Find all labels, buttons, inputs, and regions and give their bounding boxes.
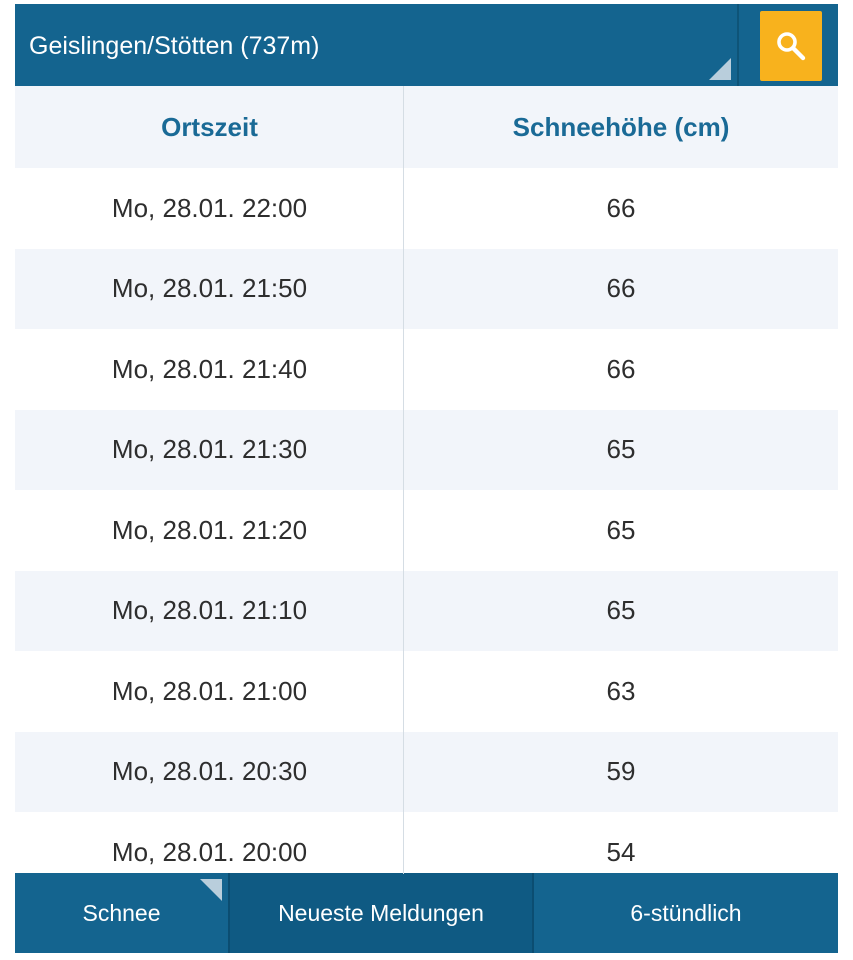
table-row xyxy=(15,571,838,652)
row-snow-depth: 63 xyxy=(606,675,636,706)
row-time: Mo, 28.01. 21:20 xyxy=(111,514,308,545)
row-time: Mo, 28.01. 21:40 xyxy=(111,353,308,384)
table-header-row xyxy=(15,86,838,168)
dropdown-corner-icon xyxy=(200,879,222,901)
station-name: Geislingen/Stötten (737m) xyxy=(29,32,320,60)
row-time: Mo, 28.01. 20:30 xyxy=(111,756,308,787)
row-snow-depth: 66 xyxy=(606,273,636,304)
row-time: Mo, 28.01. 21:30 xyxy=(111,434,308,465)
row-time: Mo, 28.01. 21:10 xyxy=(111,595,308,626)
row-time: Mo, 28.01. 20:00 xyxy=(111,836,308,867)
dropdown-corner-icon xyxy=(709,58,731,80)
search-button[interactable] xyxy=(760,11,822,81)
tab-neueste-meldungen[interactable] xyxy=(228,873,534,953)
row-snow-depth: 66 xyxy=(606,192,636,223)
tab-schnee[interactable] xyxy=(15,873,228,953)
top-bar xyxy=(15,4,838,86)
tab-label: Neueste Meldungen xyxy=(278,899,484,926)
row-snow-depth: 54 xyxy=(606,836,636,867)
row-snow-depth: 65 xyxy=(606,514,636,545)
row-time: Mo, 28.01. 22:00 xyxy=(111,192,308,223)
table-row xyxy=(15,329,838,410)
app-frame xyxy=(15,4,838,956)
tab-label: Schnee xyxy=(82,899,161,926)
row-snow-depth: 65 xyxy=(606,595,636,626)
table-row xyxy=(15,651,838,732)
row-snow-depth: 66 xyxy=(606,353,636,384)
table-row xyxy=(15,490,838,571)
row-time: Mo, 28.01. 21:50 xyxy=(111,273,308,304)
table-row xyxy=(15,249,838,330)
divider xyxy=(737,4,739,86)
table-row xyxy=(15,812,838,874)
station-select[interactable] xyxy=(15,4,737,86)
table-row xyxy=(15,168,838,249)
row-time: Mo, 28.01. 21:00 xyxy=(111,675,308,706)
column-header-time[interactable]: Ortszeit xyxy=(161,111,258,142)
column-header-snow-depth[interactable]: Schneehöhe (cm) xyxy=(512,111,730,142)
table-row xyxy=(15,732,838,813)
column-divider xyxy=(403,86,404,874)
row-snow-depth: 65 xyxy=(606,434,636,465)
search-icon xyxy=(775,30,807,62)
snow-depth-table xyxy=(15,86,838,874)
tab-label: 6-stündlich xyxy=(630,899,742,926)
tab-6-stuendlich[interactable] xyxy=(534,873,838,953)
bottom-tab-bar xyxy=(15,873,838,953)
table-row xyxy=(15,410,838,491)
row-snow-depth: 59 xyxy=(606,756,636,787)
